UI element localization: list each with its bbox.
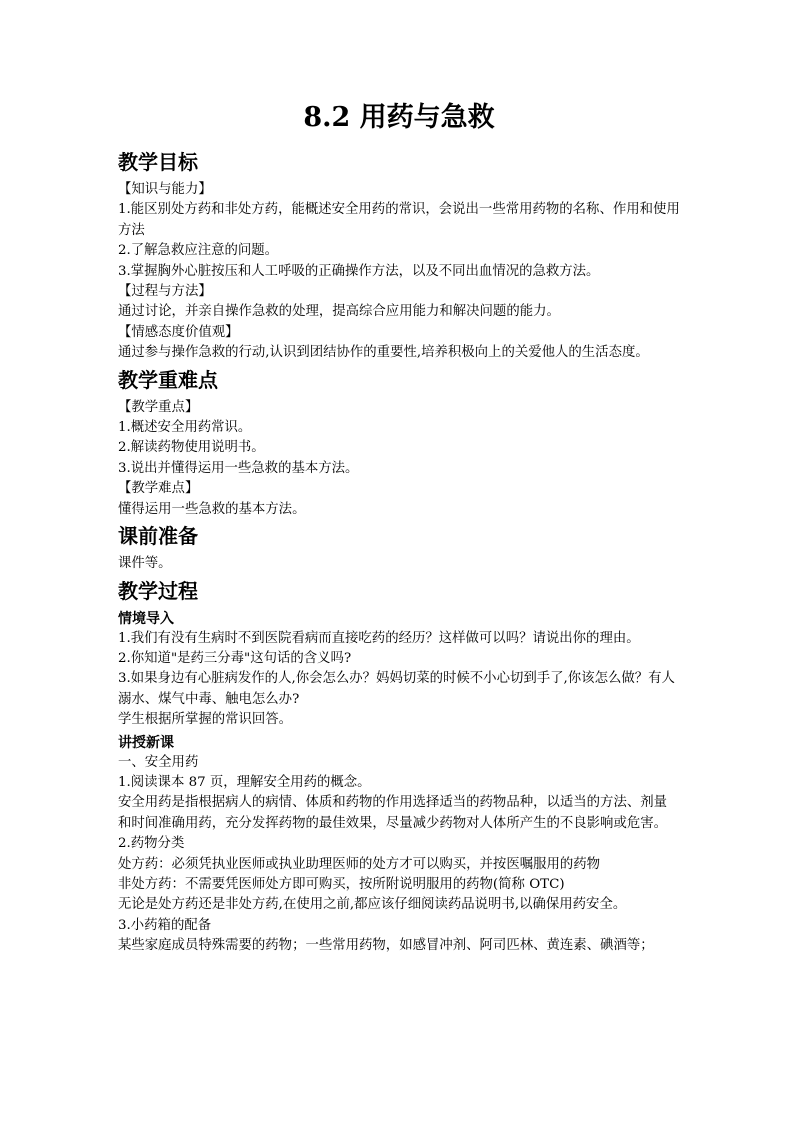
page-title: 8.2 用药与急救 — [303, 102, 495, 133]
key-item-3: 3.说出并懂得运用一些急救的基本方法。 — [118, 460, 359, 476]
intro-answer: 学生根据所掌握的常识回答。 — [118, 712, 293, 728]
new-lesson-heading: 讲授新课 — [118, 734, 174, 751]
safe-med-definition: 安全用药是指根据病人的病情、体质和药物的作用选择适当的药物品种，以适当的方法、剂量和时间准确用药，充分发挥药物的最佳效果，尽量减少药物对人体所产生的不良影响或危害。 — [118, 795, 668, 831]
intro-item-1: 1.我们有没有生病时不到医院看病而直接吃药的经历？这样做可以吗？请说出你的理由。 — [118, 630, 640, 646]
prescription-drug-text: 处方药：必须凭执业医师或执业助理医师的处方才可以购买，并按医嘱服用的药物 — [118, 856, 601, 872]
key-label: 【教学重点】 — [118, 399, 199, 415]
both-drugs-text: 无论是处方药还是非处方药,在使用之前,都应该仔细阅读药品说明书,以确保用药安全。 — [118, 897, 627, 913]
safe-med-item-2: 2.药物分类 — [118, 836, 185, 852]
knowledge-item-1: 1.能区别处方药和非处方药，能概述安全用药的常识，会说出一些常用药物的名称、作用和使用方法 — [118, 202, 680, 238]
process-label: 【过程与方法】 — [118, 284, 212, 300]
key-item-1: 1.概述安全用药常识。 — [118, 420, 252, 436]
knowledge-item-2: 2.了解急救应注意的问题。 — [118, 243, 279, 259]
process-heading: 教学过程 — [118, 578, 198, 603]
intro-heading: 情境导入 — [118, 610, 174, 627]
intro-item-2: 2.你知道"是药三分毒"这句话的含义吗? — [118, 650, 352, 666]
process-text: 通过讨论，并亲自操作急救的处理，提高综合应用能力和解决问题的能力。 — [118, 304, 560, 320]
preparation-heading: 课前准备 — [118, 524, 198, 549]
safe-med-item-3: 3.小药箱的配备 — [118, 917, 212, 933]
preparation-text: 课件等。 — [118, 556, 172, 572]
difficult-text: 懂得运用一些急救的基本方法。 — [118, 501, 306, 517]
emotion-label: 【情感态度价值观】 — [118, 324, 239, 340]
intro-item-3: 3.如果身边有心脏病发作的人,你会怎么办？妈妈切菜的时候不小心切到手了,你该怎么做？有人溺水、煤气中毒、触电怎么办? — [118, 671, 675, 707]
otc-drug-text: 非处方药：不需要凭医师处方即可购买，按所附说明服用的药物(简称 OTC) — [118, 876, 565, 892]
key-points-heading: 教学重难点 — [118, 367, 218, 392]
document-page — [118, 96, 680, 957]
difficult-label: 【教学难点】 — [118, 481, 199, 497]
knowledge-label: 【知识与能力】 — [118, 182, 212, 197]
key-item-2: 2.解读药物使用说明书。 — [118, 440, 265, 456]
safe-med-item-1: 1.阅读课本 87 页，理解安全用药的概念。 — [118, 774, 371, 790]
emotion-text: 通过参与操作急救的行动,认识到团结协作的重要性,培养积极向上的关爱他人的生活态度。 — [118, 345, 649, 361]
section-safe-medication: 一、安全用药 — [118, 754, 199, 770]
knowledge-item-3: 3.掌握胸外心脏按压和人工呼吸的正确操作方法，以及不同出血情况的急救方法。 — [118, 263, 600, 279]
medicine-kit-text: 某些家庭成员特殊需要的药物；一些常用药物，如感冒冲剂、阿司匹林、黄连素、碘酒等； — [118, 938, 654, 954]
objectives-heading: 教学目标 — [118, 150, 198, 174]
